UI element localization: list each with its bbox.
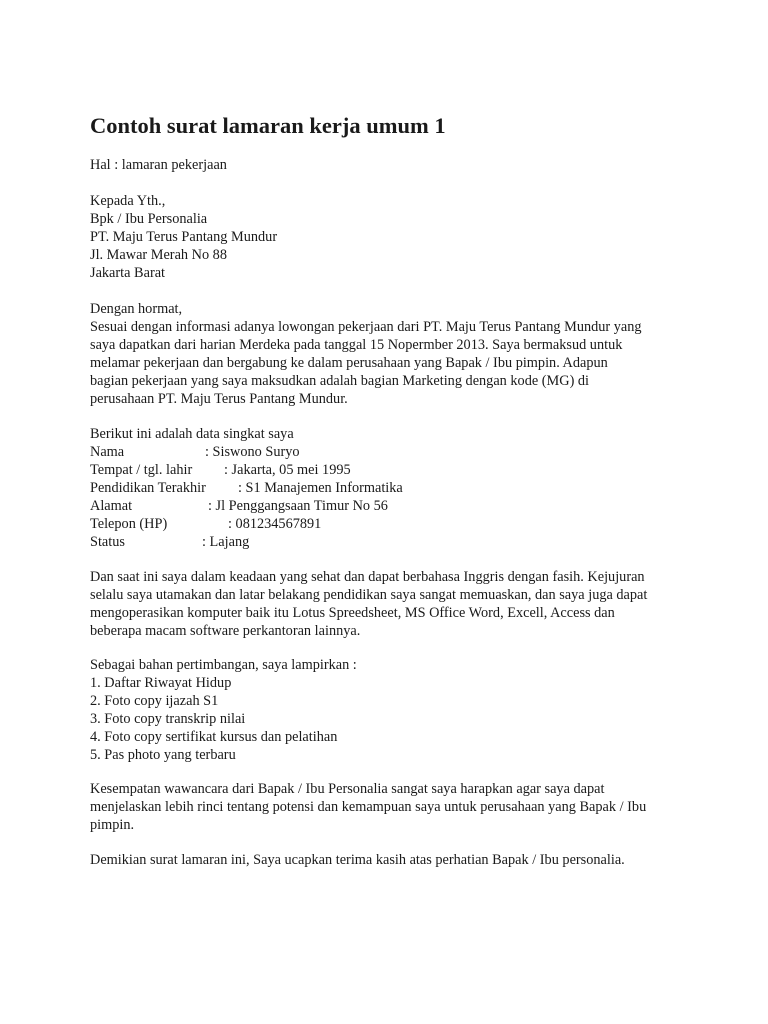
greeting: Dengan hormat, <box>90 301 183 317</box>
field-tempat-lahir <box>90 461 710 479</box>
interview-line: Kesempatan wawancara dari Bapak / Ibu Personalia sangat saya harapkan agar saya dapat <box>90 781 605 797</box>
attachment-item: 4. Foto copy sertifikat kursus dan pelatihan <box>90 729 338 745</box>
field-label: Nama <box>90 444 125 460</box>
field-value: : Siswono Suryo <box>205 444 300 460</box>
recipient-line: Kepada Yth., <box>90 193 166 209</box>
intro-line: melamar pekerjaan dan bergabung ke dalam perusahaan yang Bapak / Ibu pimpin. Adapun <box>90 355 608 371</box>
field-label: Pendidikan Terakhir <box>90 480 206 496</box>
data-heading: Berikut ini adalah data singkat saya <box>90 426 294 442</box>
recipient-block <box>90 192 710 282</box>
field-value: : 081234567891 <box>228 516 322 532</box>
field-value: : Jakarta, 05 mei 1995 <box>224 462 351 478</box>
interview-line: pimpin. <box>90 817 135 833</box>
subject-text: Hal : lamaran pekerjaan <box>90 157 227 173</box>
attachment-item: 3. Foto copy transkrip nilai <box>90 711 246 727</box>
field-telepon <box>90 515 710 533</box>
field-label: Alamat <box>90 498 133 514</box>
recipient-line: Jakarta Barat <box>90 265 166 281</box>
attachments-block <box>90 656 710 764</box>
field-alamat <box>90 497 710 515</box>
field-label: Tempat / tgl. lahir <box>90 462 193 478</box>
field-status <box>90 533 710 551</box>
intro-line: saya dapatkan dari harian Merdeka pada tanggal 15 Nopermber 2013. Saya bermaksud untuk <box>90 337 623 353</box>
intro-line: Sesuai dengan informasi adanya lowongan pekerjaan dari PT. Maju Terus Pantang Mundur yang <box>90 319 642 335</box>
attachment-item: 2. Foto copy ijazah S1 <box>90 693 219 709</box>
interview-paragraph <box>90 780 710 834</box>
attachment-item: 1. Daftar Riwayat Hidup <box>90 675 232 691</box>
field-value: : S1 Manajemen Informatika <box>238 480 403 496</box>
intro-paragraph <box>90 300 710 408</box>
recipient-line: PT. Maju Terus Pantang Mundur <box>90 229 278 245</box>
field-value: : Lajang <box>202 534 250 550</box>
health-line: selalu saya utamakan dan latar belakang pendidikan saya sangat memuaskan, dan saya juga dapat <box>90 587 648 603</box>
attachments-heading: Sebagai bahan pertimbangan, saya lampirkan : <box>90 657 357 673</box>
recipient-line: Bpk / Ibu Personalia <box>90 211 208 227</box>
health-line: mengoperasikan komputer baik itu Lotus Spreedsheet, MS Office Word, Excell, Access dan <box>90 605 615 621</box>
field-label: Telepon (HP) <box>90 516 168 532</box>
intro-line: bagian pekerjaan yang saya maksudkan adalah bagian Marketing dengan kode (MG) di <box>90 373 590 389</box>
subject-line <box>90 156 710 174</box>
attachment-item: 5. Pas photo yang terbaru <box>90 747 236 763</box>
recipient-line: Jl. Mawar Merah No 88 <box>90 247 227 263</box>
closing-line: Demikian surat lamaran ini, Saya ucapkan terima kasih atas perhatian Bapak / Ibu personalia. <box>90 852 625 868</box>
health-paragraph <box>90 568 710 640</box>
health-line: Dan saat ini saya dalam keadaan yang sehat dan dapat berbahasa Inggris dengan fasih. Kejujuran <box>90 569 645 585</box>
interview-line: menjelaskan lebih rinci tentang potensi dan kemampuan saya untuk perusahaan yang Bapak / Ibu <box>90 799 647 815</box>
closing-paragraph <box>90 851 710 869</box>
intro-line: perusahaan PT. Maju Terus Pantang Mundur. <box>90 391 348 407</box>
field-pendidikan <box>90 479 710 497</box>
health-line: beberapa macam software perkantoran lainnya. <box>90 623 361 639</box>
document-title: Contoh surat lamaran kerja umum 1 <box>90 113 446 138</box>
field-nama <box>90 443 710 461</box>
field-value: : Jl Penggangsaan Timur No 56 <box>208 498 388 514</box>
field-label: Status <box>90 534 125 550</box>
personal-data-block <box>90 425 710 551</box>
